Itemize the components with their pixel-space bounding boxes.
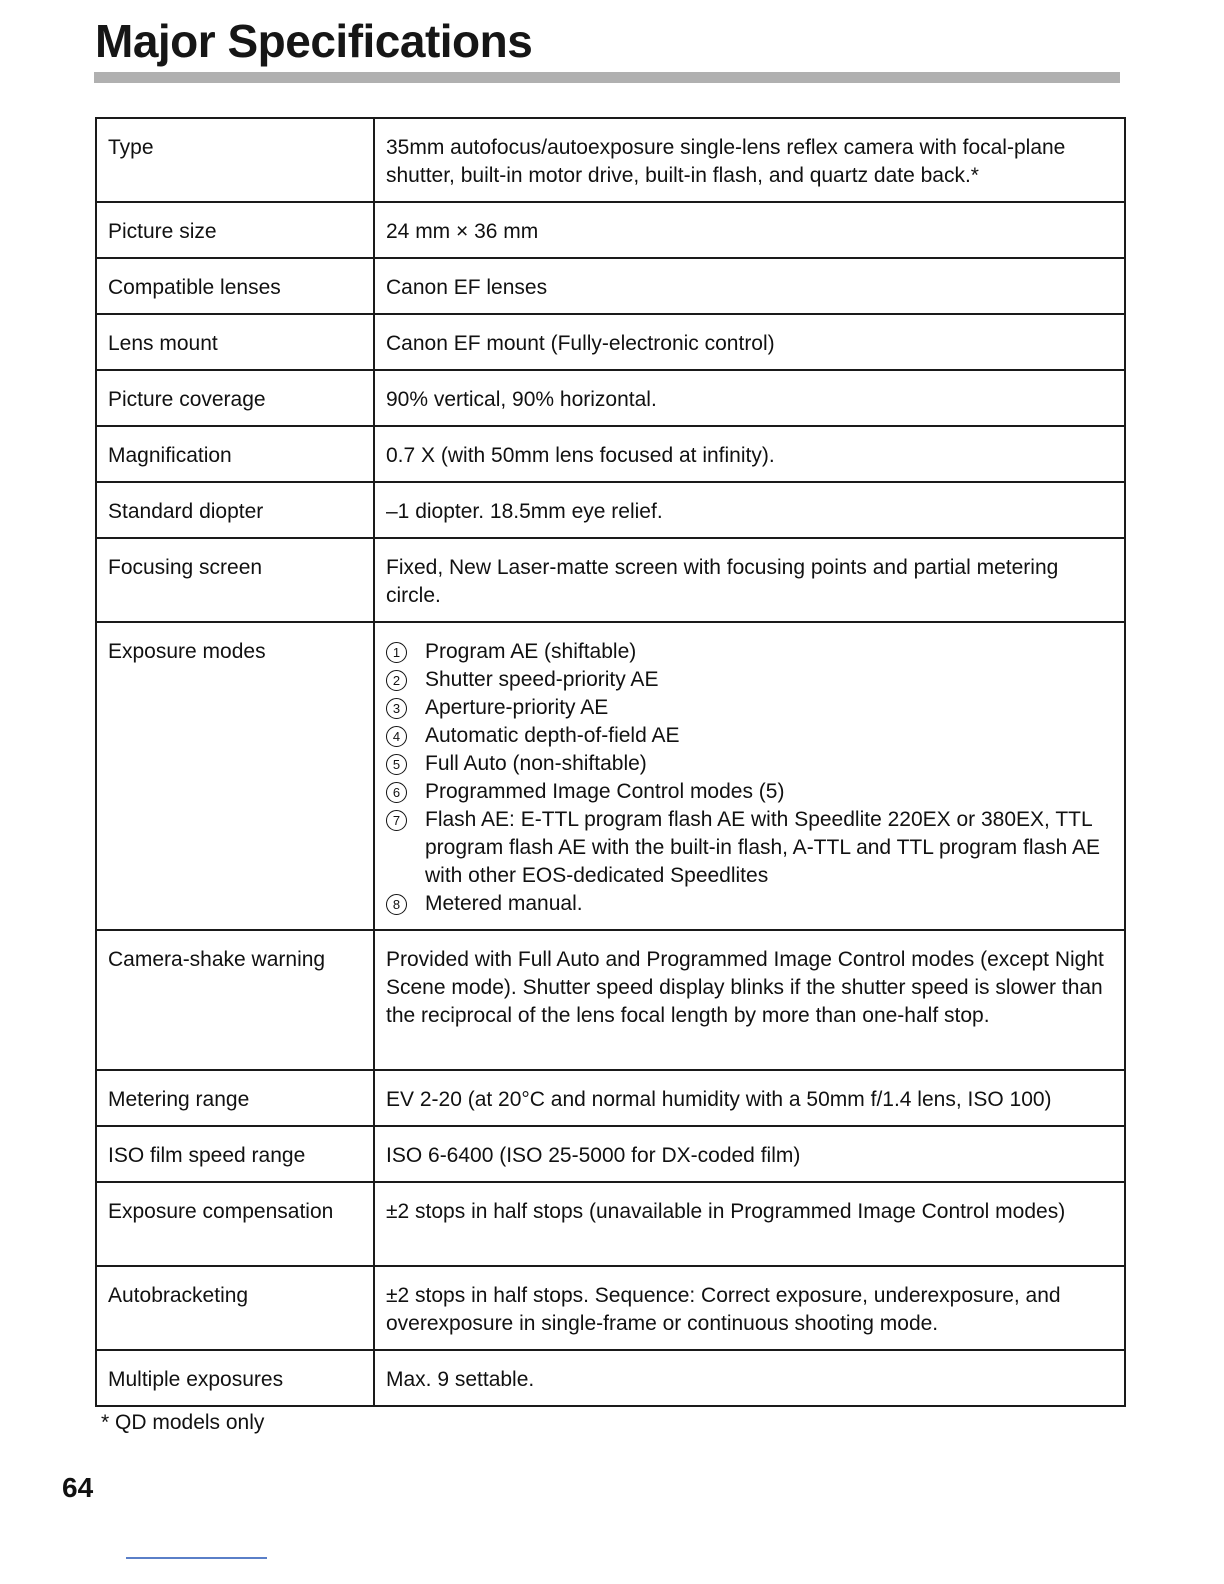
mode-text: Aperture-priority AE <box>425 696 609 719</box>
spec-label: Autobracketing <box>96 1266 374 1350</box>
list-item <box>386 694 1114 722</box>
spec-value: –1 diopter. 18.5mm eye relief. <box>374 482 1125 538</box>
spec-label: Picture size <box>96 202 374 258</box>
title-rule <box>94 72 1120 83</box>
spec-value: ±2 stops in half stops. Sequence: Correct exposure, underexposure, and overexposure in single-frame or continuous shooting mode. <box>374 1266 1125 1350</box>
spec-value: 0.7 X (with 50mm lens focused at infinity). <box>374 426 1125 482</box>
spec-label: Standard diopter <box>96 482 374 538</box>
spec-value <box>374 622 1125 930</box>
mode-text: Automatic depth-of-field AE <box>425 724 680 747</box>
circled-number-icon: 4 <box>386 726 407 747</box>
spec-row-focusing-screen <box>96 538 1125 622</box>
spec-value: EV 2-20 (at 20°C and normal humidity with a 50mm f/1.4 lens, ISO 100) <box>374 1070 1125 1126</box>
spec-row-type <box>96 118 1125 202</box>
list-item <box>386 778 1114 806</box>
spec-value: ISO 6-6400 (ISO 25-5000 for DX-coded film) <box>374 1126 1125 1182</box>
spec-row-iso-film-speed-range <box>96 1126 1125 1182</box>
spec-row-metering-range <box>96 1070 1125 1126</box>
spec-value: 24 mm × 36 mm <box>374 202 1125 258</box>
mode-text: Shutter speed-priority AE <box>425 668 659 691</box>
spec-label: Exposure modes <box>96 622 374 930</box>
mode-text: Metered manual. <box>425 892 583 915</box>
spec-row-compatible-lenses <box>96 258 1125 314</box>
footnote: * QD models only <box>101 1411 265 1434</box>
spec-label: Lens mount <box>96 314 374 370</box>
spec-value: Canon EF lenses <box>374 258 1125 314</box>
spec-row-picture-size <box>96 202 1125 258</box>
spec-label: Picture coverage <box>96 370 374 426</box>
spec-label: Metering range <box>96 1070 374 1126</box>
list-item <box>386 666 1114 694</box>
list-item <box>386 750 1114 778</box>
circled-number-icon: 2 <box>386 670 407 691</box>
specifications-table <box>95 117 1126 1407</box>
spec-row-picture-coverage <box>96 370 1125 426</box>
spec-label: ISO film speed range <box>96 1126 374 1182</box>
mode-text: Programmed Image Control modes (5) <box>425 780 785 803</box>
spec-row-standard-diopter <box>96 482 1125 538</box>
spec-row-magnification <box>96 426 1125 482</box>
mode-text: Program AE (shiftable) <box>425 640 637 663</box>
exposure-mode-list <box>386 638 1114 918</box>
spec-value: 90% vertical, 90% horizontal. <box>374 370 1125 426</box>
spec-value: Provided with Full Auto and Programmed Image Control modes (except Night Scene mode). Shutter speed display blinks if the shutter speed is slower than the reciprocal of the lens focal length by more than one-half stop. <box>374 930 1125 1070</box>
spec-row-multiple-exposures <box>96 1350 1125 1406</box>
circled-number-icon: 6 <box>386 782 407 803</box>
spec-label: Magnification <box>96 426 374 482</box>
spec-label: Type <box>96 118 374 202</box>
spec-row-autobracketing <box>96 1266 1125 1350</box>
spec-row-exposure-modes <box>96 622 1125 930</box>
list-item <box>386 638 1114 666</box>
spec-label: Compatible lenses <box>96 258 374 314</box>
spec-label: Camera-shake warning <box>96 930 374 1070</box>
spec-value: ±2 stops in half stops (unavailable in Programmed Image Control modes) <box>374 1182 1125 1266</box>
list-item <box>386 722 1114 750</box>
spec-row-lens-mount <box>96 314 1125 370</box>
spec-label: Exposure compensation <box>96 1182 374 1266</box>
bottom-divider <box>126 1557 267 1559</box>
page-title: Major Specifications <box>95 15 533 67</box>
spec-row-camera-shake-warning <box>96 930 1125 1070</box>
mode-text: Full Auto (non-shiftable) <box>425 752 647 775</box>
spec-value: Fixed, New Laser-matte screen with focusing points and partial metering circle. <box>374 538 1125 622</box>
circled-number-icon: 3 <box>386 698 407 719</box>
spec-row-exposure-compensation <box>96 1182 1125 1266</box>
circled-number-icon: 8 <box>386 894 407 915</box>
circled-number-icon: 1 <box>386 642 407 663</box>
spec-label: Multiple exposures <box>96 1350 374 1406</box>
list-item <box>386 890 1114 918</box>
spec-label: Focusing screen <box>96 538 374 622</box>
circled-number-icon: 7 <box>386 810 407 831</box>
spec-value: Max. 9 settable. <box>374 1350 1125 1406</box>
spec-value: 35mm autofocus/autoexposure single-lens reflex camera with focal-plane shutter, built-in motor drive, built-in flash, and quartz date back.* <box>374 118 1125 202</box>
mode-text: Flash AE: E-TTL program flash AE with Speedlite 220EX or 380EX, TTL program flash AE with the built-in flash, A-TTL and TTL program flash AE with other EOS-dedicated Speedlites <box>425 808 1101 887</box>
list-item <box>386 806 1114 890</box>
page-number: 64 <box>62 1472 94 1503</box>
spec-value: Canon EF mount (Fully-electronic control) <box>374 314 1125 370</box>
circled-number-icon: 5 <box>386 754 407 775</box>
